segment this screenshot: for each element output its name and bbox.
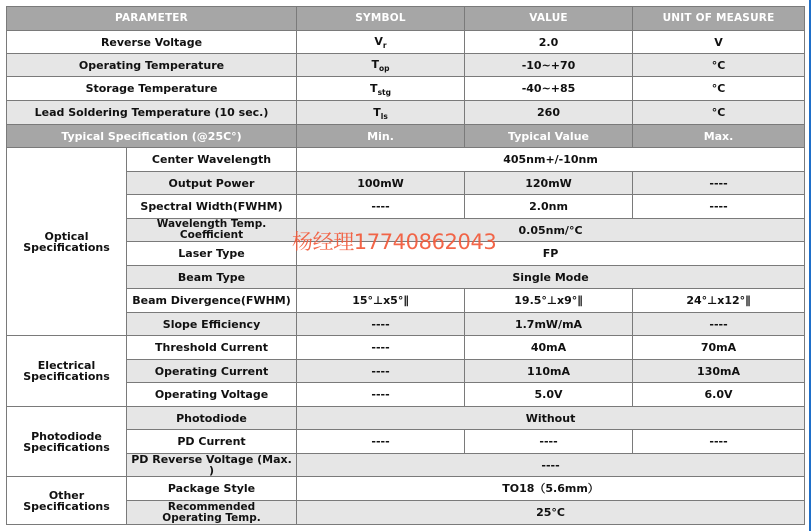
spec-label: Laser Type <box>127 242 297 266</box>
spec-label: PD Current <box>127 430 297 454</box>
symbol-main: T <box>371 58 379 71</box>
spec-value: TO18（5.6mm） <box>297 477 805 501</box>
spec-row <box>7 242 805 266</box>
rating-parameter: Storage Temperature <box>7 77 297 101</box>
spec-typ: 19.5°⊥x9°∥ <box>465 289 633 313</box>
group-other: Other Specifications <box>7 477 127 525</box>
spec-label-line2: Coefficient <box>179 229 244 241</box>
spec-typ: ---- <box>465 430 633 454</box>
symbol-sub: op <box>379 64 390 73</box>
rating-symbol <box>297 54 465 77</box>
typical-header-min: Min. <box>297 125 465 148</box>
spec-row <box>7 501 805 525</box>
spec-max: ---- <box>633 313 805 336</box>
spec-label: Beam Divergence(FWHM) <box>127 289 297 313</box>
spec-min: ---- <box>297 430 465 454</box>
rating-value: -40~+85 <box>465 77 633 101</box>
spec-min: ---- <box>297 313 465 336</box>
spec-min: ---- <box>297 336 465 360</box>
spec-row <box>7 195 805 219</box>
rating-unit: °C <box>633 77 805 101</box>
spec-label: Center Wavelength <box>127 148 297 172</box>
spec-row <box>7 148 805 172</box>
spec-label: Threshold Current <box>127 336 297 360</box>
rating-row <box>7 31 805 54</box>
spec-label: PD Reverse Voltage (Max. ) <box>127 454 297 477</box>
spec-label <box>127 219 297 242</box>
spec-row <box>7 289 805 313</box>
spec-max: 70mA <box>633 336 805 360</box>
spec-row <box>7 219 805 242</box>
typical-header-max: Max. <box>633 125 805 148</box>
header-value: VALUE <box>465 7 633 31</box>
rating-unit: V <box>633 31 805 54</box>
spec-label <box>127 501 297 525</box>
rating-row <box>7 54 805 77</box>
spec-typ: 40mA <box>465 336 633 360</box>
spec-label: Operating Voltage <box>127 383 297 407</box>
spec-value: Without <box>297 407 805 430</box>
typical-header-label: Typical Specification (@25C°) <box>7 125 297 148</box>
group-electrical: Electrical Specifications <box>7 336 127 407</box>
spec-row <box>7 172 805 195</box>
spec-label: Package Style <box>127 477 297 501</box>
spec-label-line2: Operating Temp. <box>162 511 261 524</box>
typical-header-row <box>7 125 805 148</box>
spec-value: Single Mode <box>297 266 805 289</box>
spec-label: Photodiode <box>127 407 297 430</box>
spec-max: ---- <box>633 172 805 195</box>
header-row <box>7 7 805 31</box>
spec-label: Operating Current <box>127 360 297 383</box>
rating-parameter: Operating Temperature <box>7 54 297 77</box>
symbol-sub: r <box>382 41 387 50</box>
spec-typ: 5.0V <box>465 383 633 407</box>
spec-label: Slope Efficiency <box>127 313 297 336</box>
spec-max: 24°⊥x12°∥ <box>633 289 805 313</box>
spec-typ: 1.7mW/mA <box>465 313 633 336</box>
symbol-main: T <box>370 81 378 95</box>
spec-table-container <box>6 6 805 525</box>
spec-row <box>7 313 805 336</box>
group-photodiode: Photodiode Specifications <box>7 407 127 477</box>
header-unit: UNIT OF MEASURE <box>633 7 805 31</box>
symbol-sub: stg <box>377 87 391 97</box>
spec-max: 6.0V <box>633 383 805 407</box>
spec-row <box>7 407 805 430</box>
header-symbol: SYMBOL <box>297 7 465 31</box>
spec-label: Spectral Width(FWHM) <box>127 195 297 219</box>
spec-typ: 120mW <box>465 172 633 195</box>
spec-row <box>7 336 805 360</box>
typical-header-typ: Typical Value <box>465 125 633 148</box>
rating-symbol <box>297 31 465 54</box>
spec-max: ---- <box>633 195 805 219</box>
symbol-sub: ls <box>380 111 388 121</box>
rating-value: 260 <box>465 101 633 125</box>
spec-value: ---- <box>297 454 805 477</box>
rating-value: -10~+70 <box>465 54 633 77</box>
spec-row <box>7 266 805 289</box>
spec-max: 130mA <box>633 360 805 383</box>
rating-symbol <box>297 77 465 101</box>
spec-label: Output Power <box>127 172 297 195</box>
rating-unit: °C <box>633 54 805 77</box>
spec-max: ---- <box>633 430 805 454</box>
rating-symbol <box>297 101 465 125</box>
header-parameter: PARAMETER <box>7 7 297 31</box>
rating-row <box>7 101 805 125</box>
spec-typ: 110mA <box>465 360 633 383</box>
spec-label-line1: Wavelength Temp. <box>156 218 267 230</box>
spec-min: 15°⊥x5°∥ <box>297 289 465 313</box>
rating-unit: °C <box>633 101 805 125</box>
spec-value: 0.05nm/°C <box>297 219 805 242</box>
spec-typ: 2.0nm <box>465 195 633 219</box>
spec-label-line1: Recommended <box>167 500 256 513</box>
spec-row <box>7 430 805 454</box>
rating-parameter: Lead Soldering Temperature (10 sec.) <box>7 101 297 125</box>
group-optical: Optical Specifications <box>7 148 127 336</box>
spec-min: ---- <box>297 360 465 383</box>
rating-value: 2.0 <box>465 31 633 54</box>
spec-min: ---- <box>297 383 465 407</box>
spec-row <box>7 383 805 407</box>
spec-min: ---- <box>297 195 465 219</box>
symbol-main: T <box>373 105 381 119</box>
rating-parameter: Reverse Voltage <box>7 31 297 54</box>
symbol-main: V <box>374 35 383 48</box>
rating-row <box>7 77 805 101</box>
spec-label: Beam Type <box>127 266 297 289</box>
spec-min: 100mW <box>297 172 465 195</box>
spec-table <box>6 6 805 525</box>
spec-row <box>7 454 805 477</box>
spec-value: FP <box>297 242 805 266</box>
watermark-text: 杨经理17740862043 <box>292 230 497 254</box>
spec-row <box>7 360 805 383</box>
spec-value: 405nm+/-10nm <box>297 148 805 172</box>
spec-value: 25°C <box>297 501 805 525</box>
spec-row <box>7 477 805 501</box>
